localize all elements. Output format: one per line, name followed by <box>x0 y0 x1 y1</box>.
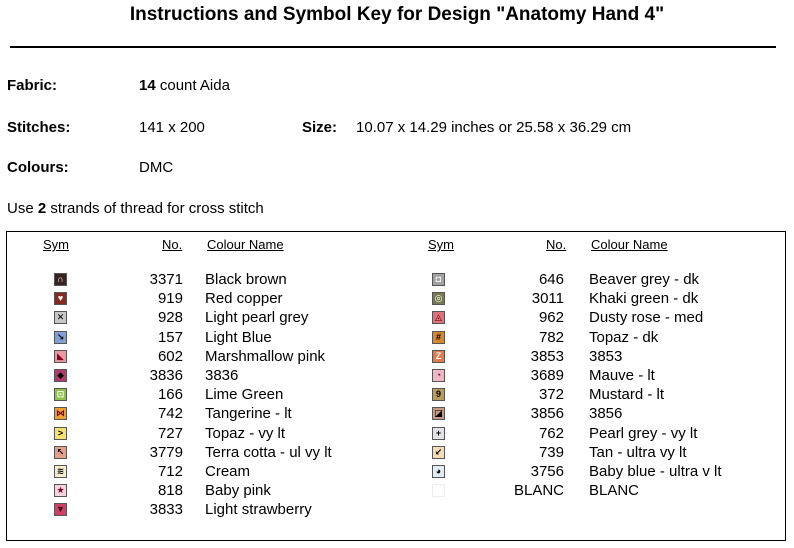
usage-instructions <box>7 200 264 217</box>
colour-name: Light pearl grey <box>205 309 309 327</box>
colour-name: Topaz - vy lt <box>205 424 286 442</box>
dmc-number: 919 <box>157 290 183 308</box>
dmc-number: 727 <box>157 424 183 442</box>
colours-label: Colours: <box>7 159 69 176</box>
sym-header-left: Sym <box>43 237 69 252</box>
key-row <box>7 271 787 290</box>
colour-name: 3853 <box>589 347 623 365</box>
stitch-symbol-icon: ▼ <box>54 503 67 516</box>
dmc-number: 762 <box>538 424 564 442</box>
dmc-number: 3833 <box>149 501 183 519</box>
dmc-number: 818 <box>157 482 183 500</box>
stitch-symbol-icon: ★ <box>54 484 67 497</box>
dmc-number: 3371 <box>149 271 183 288</box>
stitch-symbol-icon: ↙ <box>432 446 445 459</box>
fabric-count: 14 <box>139 77 156 94</box>
dmc-number: 739 <box>538 443 564 461</box>
symbol-key-table <box>6 231 786 541</box>
stitch-symbol-icon: ⊡ <box>54 388 67 401</box>
dmc-number: BLANC <box>513 482 564 500</box>
stitch-symbol-icon: ↘ <box>54 331 67 344</box>
dmc-number: 3853 <box>530 347 564 365</box>
fabric-value <box>139 77 230 94</box>
dmc-number: 3689 <box>530 367 564 384</box>
colour-name: 3836 <box>205 367 239 384</box>
dmc-number: 157 <box>157 328 183 346</box>
key-row <box>7 482 787 501</box>
size-label: Size: <box>302 119 338 136</box>
strand-count: 2 <box>37 200 47 217</box>
colour-name: Light Blue <box>205 328 272 346</box>
colour-name: Light strawberry <box>205 501 312 519</box>
dmc-number: 166 <box>157 386 183 404</box>
colour-name: Marshmallow pink <box>205 347 326 365</box>
colour-name: Topaz - dk <box>589 328 659 346</box>
colour-name: Beaver grey - dk <box>589 271 700 288</box>
stitches-value: 141 x 200 <box>139 119 205 136</box>
no-header-left: No. <box>162 237 183 252</box>
stitch-symbol-icon: ⋈ <box>56 408 65 419</box>
colour-name: Red copper <box>205 290 283 308</box>
dmc-number: 3779 <box>149 443 183 461</box>
stitch-symbol-icon: ≋ <box>54 465 67 478</box>
key-row <box>7 501 787 520</box>
stitch-symbol-icon: # <box>432 331 445 344</box>
colour-name-header-left: Colour Name <box>207 237 284 252</box>
colour-name: Baby blue - ultra v lt <box>589 463 722 480</box>
stitch-symbol-icon: 9 <box>432 388 445 401</box>
colour-name: Tangerine - lt <box>205 405 292 423</box>
key-row <box>7 425 787 444</box>
colour-name: Lime Green <box>205 386 284 404</box>
colour-name: Pearl grey - vy lt <box>589 424 698 442</box>
stitch-symbol-icon <box>432 484 445 497</box>
colour-name: Terra cotta - ul vy lt <box>205 443 332 461</box>
size-value: 10.07 x 14.29 inches or 25.58 x 36.29 cm <box>356 119 632 136</box>
dmc-number: 782 <box>538 328 564 346</box>
colour-name: Black brown <box>205 271 287 288</box>
dmc-number: 742 <box>157 405 183 423</box>
dmc-number: 646 <box>538 271 564 288</box>
dmc-number: 602 <box>157 347 183 365</box>
dmc-number: 372 <box>538 386 564 404</box>
stitch-symbol-icon: ◘ <box>432 273 445 286</box>
colour-name-header-right: Colour Name <box>591 237 668 252</box>
dmc-number: 3011 <box>531 290 564 308</box>
stitch-symbol-icon: Z <box>432 350 445 363</box>
key-row <box>7 329 787 348</box>
colour-name: 3856 <box>589 405 623 423</box>
colour-name: Baby pink <box>205 482 271 500</box>
colour-name: Mauve - lt <box>589 367 655 384</box>
stitch-symbol-icon: ↖ <box>54 446 67 459</box>
colour-name: Tan - ultra vy lt <box>589 443 687 461</box>
dmc-number: 962 <box>538 309 564 327</box>
fabric-type: count Aida <box>155 77 230 94</box>
stitch-symbol-icon: ◬ <box>432 311 445 324</box>
colours-value: DMC <box>139 159 174 176</box>
stitch-symbol-icon: ◎ <box>432 292 445 305</box>
stitch-symbol-icon: ◪ <box>432 407 445 420</box>
key-row <box>7 405 787 424</box>
dmc-number: 712 <box>157 463 183 480</box>
stitch-symbol-icon: ∩ <box>54 273 67 286</box>
key-row <box>7 367 787 386</box>
key-row <box>7 309 787 328</box>
usage-prefix: Use <box>7 200 38 217</box>
stitch-symbol-icon: ◕ <box>432 465 445 478</box>
dmc-number: 928 <box>157 309 183 327</box>
dmc-number: 3856 <box>530 405 564 423</box>
stitch-symbol-icon: > <box>54 427 67 440</box>
stitch-symbol-icon: ✕ <box>54 311 67 324</box>
dmc-number: 3836 <box>149 367 183 384</box>
colour-name: Cream <box>205 463 251 480</box>
colour-name: BLANC <box>589 482 640 500</box>
sym-header-right: Sym <box>428 237 454 252</box>
stitch-symbol-icon: ◔ <box>432 369 445 382</box>
no-header-right: No. <box>546 237 567 252</box>
stitch-symbol-icon: ◆ <box>54 369 67 382</box>
colour-name: Mustard - lt <box>589 386 665 404</box>
key-row <box>7 444 787 463</box>
key-row <box>7 290 787 309</box>
key-row <box>7 348 787 367</box>
page-title: Instructions and Symbol Key for Design "Anatomy Hand 4" <box>129 4 665 25</box>
title-underline <box>10 46 776 48</box>
colour-name: Dusty rose - med <box>589 309 704 327</box>
colour-name: Khaki green - dk <box>589 290 699 308</box>
fabric-label: Fabric: <box>7 77 58 94</box>
key-row <box>7 386 787 405</box>
stitches-label: Stitches: <box>7 119 71 136</box>
stitch-symbol-icon: + <box>432 427 445 440</box>
stitch-symbol-icon: ◣ <box>54 350 67 363</box>
stitch-symbol-icon: ♥ <box>54 292 67 305</box>
usage-suffix: strands of thread for cross stitch <box>46 200 264 217</box>
dmc-number: 3756 <box>530 463 564 480</box>
key-row <box>7 463 787 482</box>
